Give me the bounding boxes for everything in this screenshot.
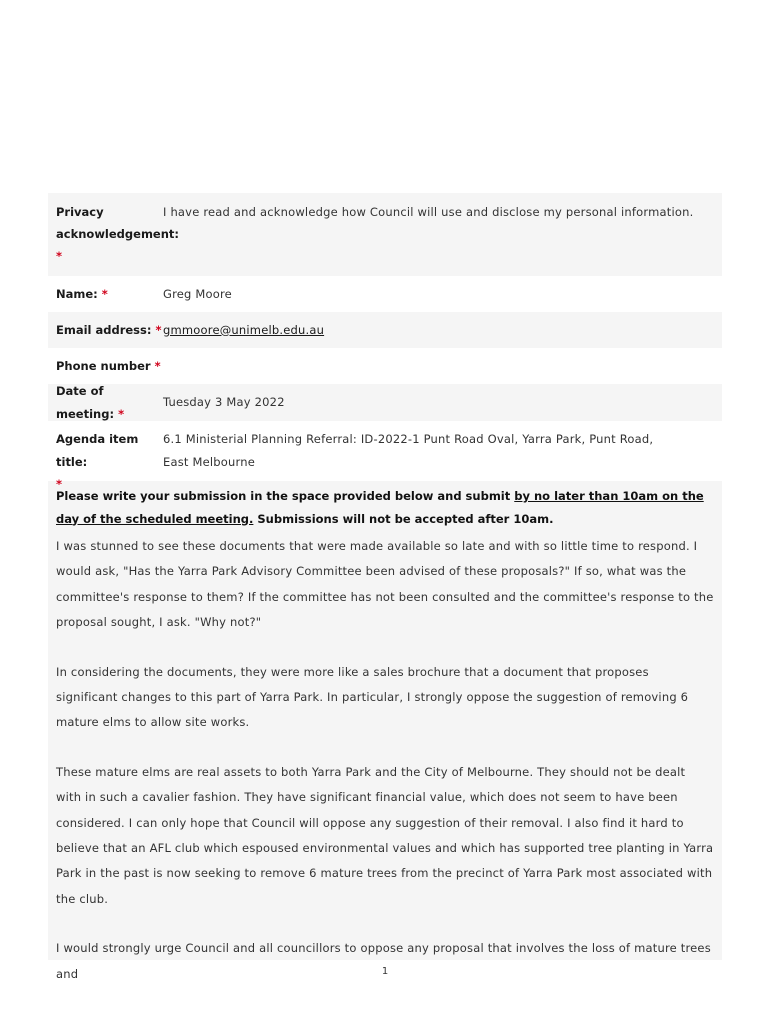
privacy-row [48,193,722,276]
date-label: Date of meeting: * [56,384,125,421]
privacy-label: Privacy acknowledgement: * [56,205,180,263]
email-link[interactable]: gmmoore@unimelb.edu.au [163,322,325,337]
submission-paragraph: These mature elms are real assets to both Yarra Park and the City of Melbourne. They should not be dealt with in such a cavalier fashion. They have significant financial value, which does not seem to have been considered. I can only hope that Council will oppose any suggestion of their removal. I also find it hard to believe that an AFL club which espoused environmental values and which has supported tree planting in Yarra Park in the past is now seeking to remove 6 mature trees from the precinct of Yarra Park most associated with the club. [56,764,714,906]
required-marker: * [101,286,108,301]
submission-body [56,534,714,987]
name-row [48,276,722,312]
required-marker: * [56,477,63,491]
deadline-text: by no later than 10am on the day of the scheduled meeting. [56,489,704,526]
phone-row [48,348,722,384]
page-number: 1 [381,966,389,977]
submission-section [48,481,722,981]
required-marker: * [56,249,63,263]
required-marker: * [154,358,161,373]
required-marker: * [155,322,162,337]
submission-paragraph: I would strongly urge Council and all councillors to oppose any proposal that involves the loss of mature trees and [56,941,711,981]
date-value: Tuesday 3 May 2022 [163,395,285,410]
phone-label: Phone number * [56,358,161,373]
agenda-row [48,421,722,491]
agenda-label: Agenda item title: * [56,432,139,491]
name-label: Name: * [56,286,108,301]
submission-instructions: Please write your submission in the space provided below and submit by no later than 10am on the day of the scheduled meeting. Submissions will not be accepted after 10am. [56,489,704,526]
agenda-value: 6.1 Ministerial Planning Referral: ID-2022-1 Punt Road Oval, Yarra Park, Punt Road, East Melbourne [163,432,654,469]
privacy-value: I have read and acknowledge how Council will use and disclose my personal information. [163,205,694,219]
email-row [48,312,722,348]
required-marker: * [118,406,125,421]
submission-paragraph: I was stunned to see these documents that were made available so late and with so little time to respond. I would ask, "Has the Yarra Park Advisory Committee been advised of these proposals?" If so, what was the committee's response to them? If the committee has not been consulted and the committee's response to the proposal sought, I ask. "Why not?" [56,539,714,630]
date-row [48,384,722,421]
submission-form [48,193,722,981]
submission-paragraph: In considering the documents, they were more like a sales brochure that a document that proposes significant changes to this part of Yarra Park. In particular, I strongly oppose the suggestion of removing 6 mature elms to allow site works. [56,664,689,730]
email-label: Email address: * [56,322,162,337]
name-value: Greg Moore [163,286,232,301]
